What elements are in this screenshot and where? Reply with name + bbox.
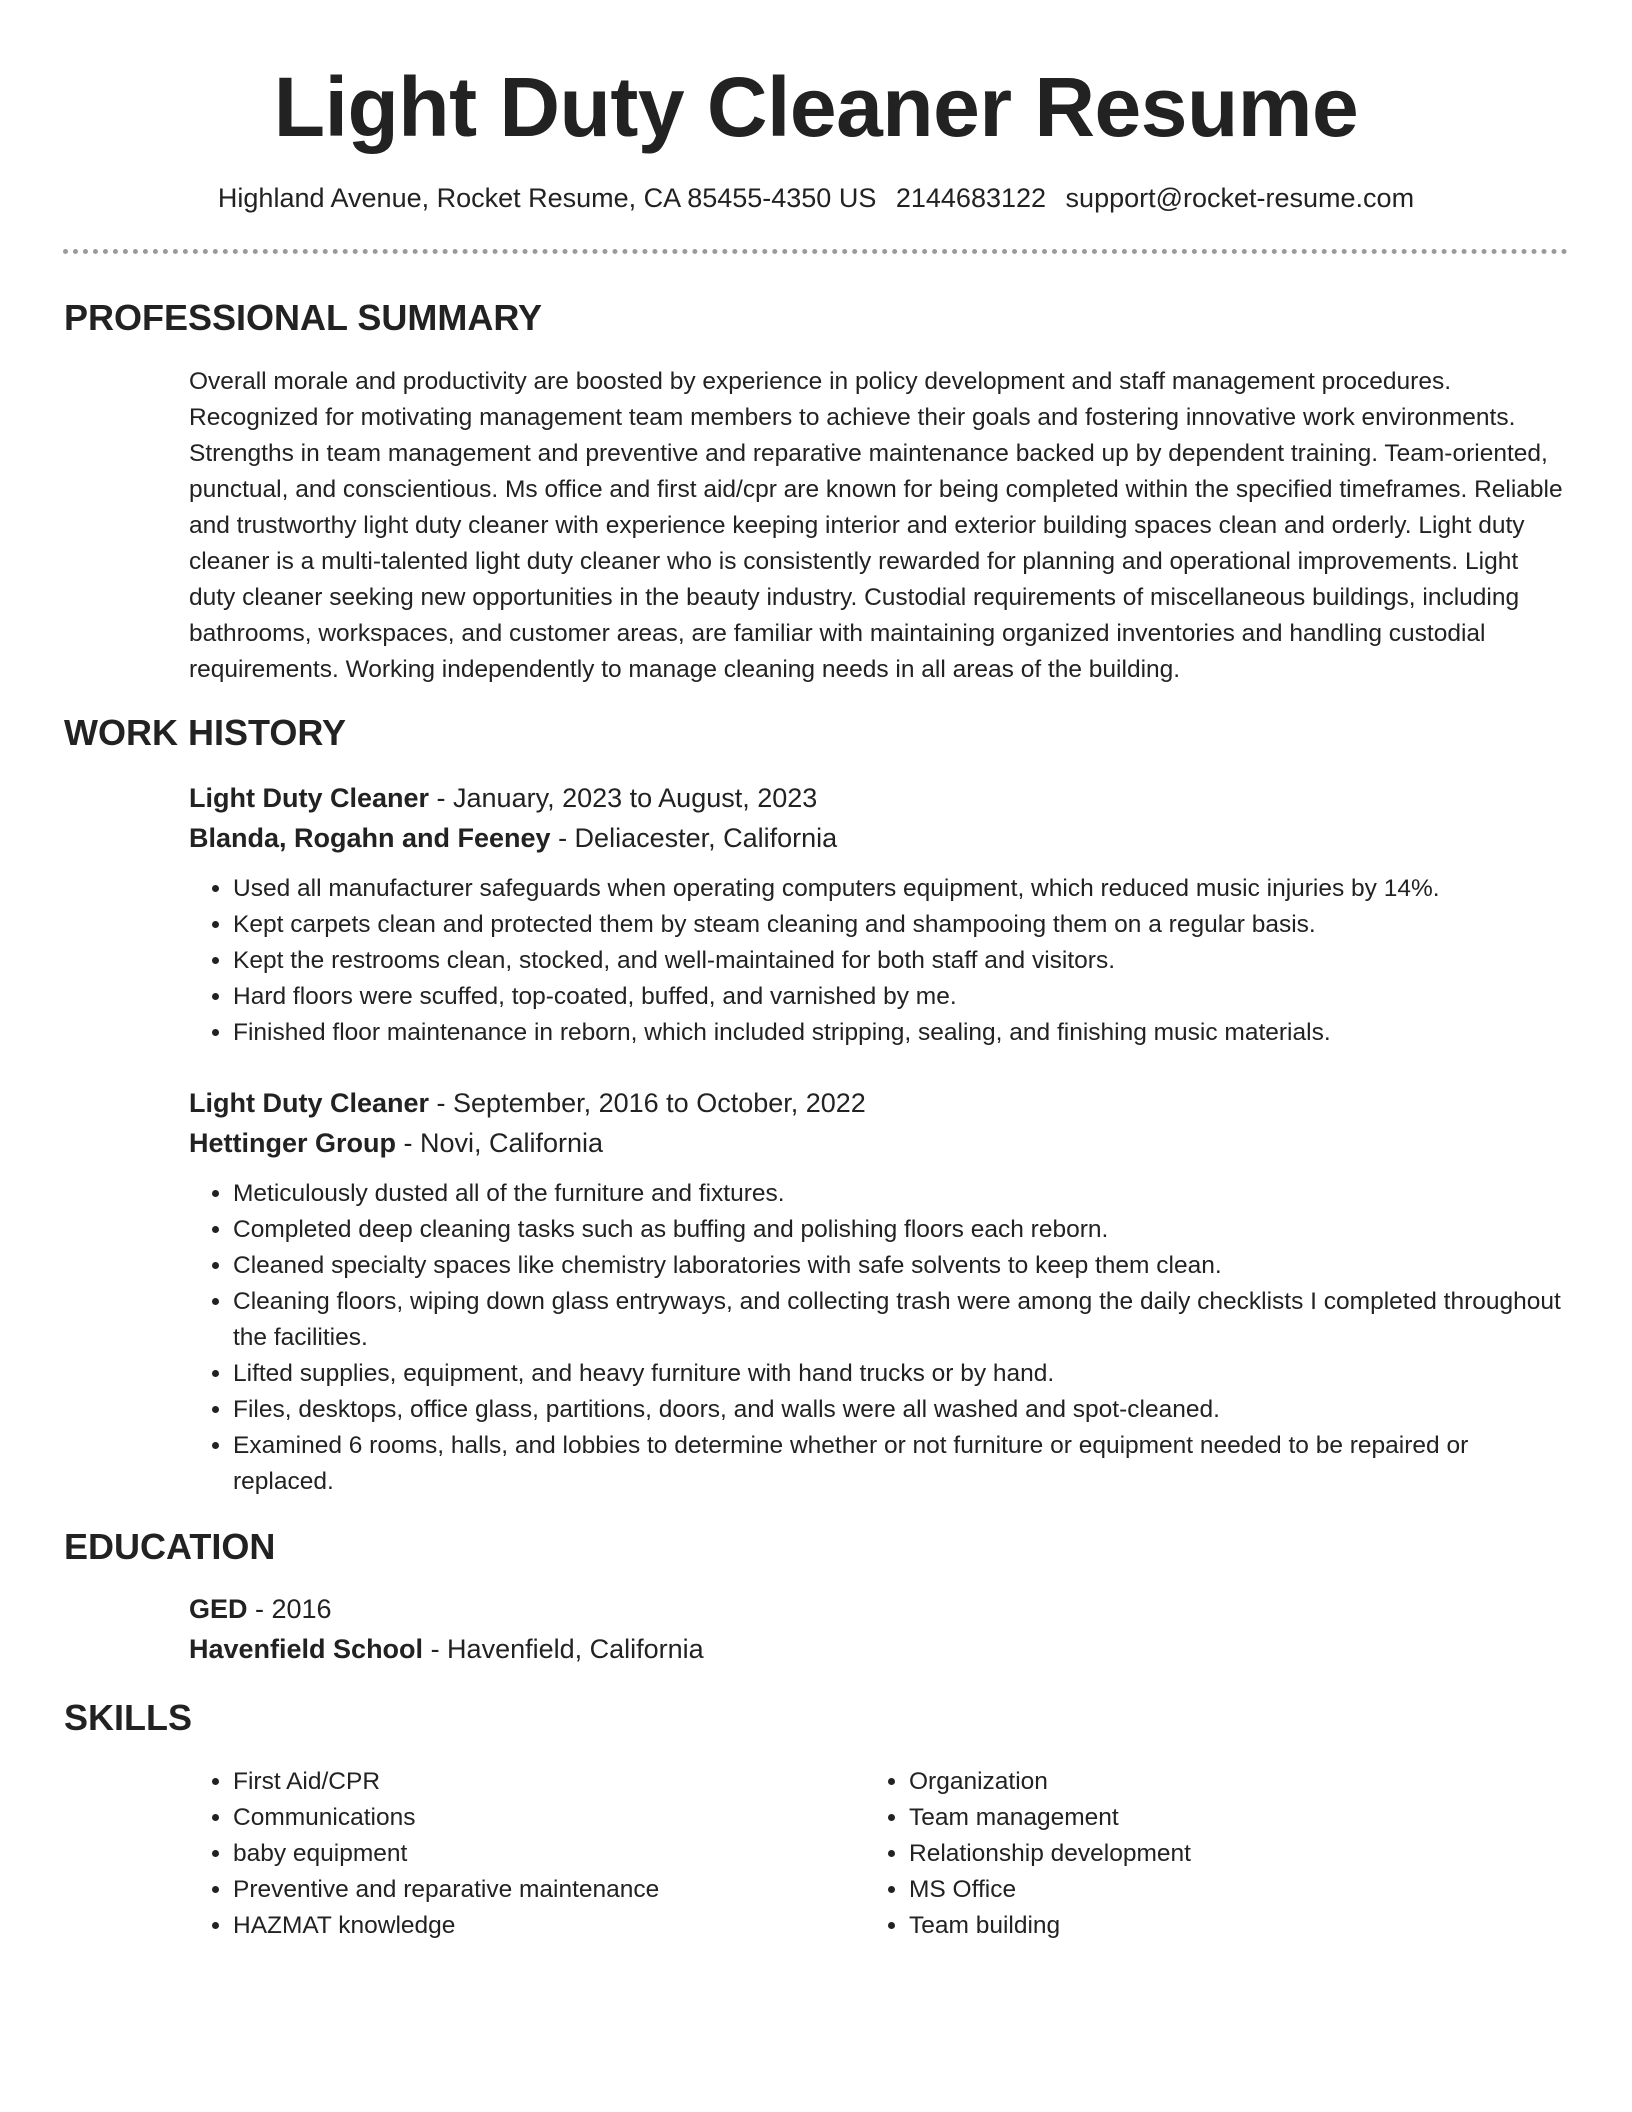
list-item: • Completed deep cleaning tasks such as buffing and polishing floors each reborn. [233,1212,1569,1248]
list-item: • Used all manufacturer safeguards when operating computers equipment, which reduced music injuries by 14%. [233,871,1569,907]
job-2-duties [189,1176,1569,1500]
resume-title: Light Duty Cleaner Resume [273,60,1359,154]
summary-text: Overall morale and productivity are boosted by experience in policy development and staff management procedures. Recognized for motivating management team members to achieve their goals and fostering innovative work environments. Strengths in team management and preventive and reparative maintenance backed up by dependent training. Team-oriented, punctual, and conscientious. Ms office and first aid/cpr are known for being completed within the specified timeframes. Reliable and trustworthy light duty cleaner with experience keeping interior and exterior building spaces clean and orderly. Light duty cleaner is a multi-talented light duty cleaner who is consistently rewarded for planning and operational improvements. Light duty cleaner seeking new opportunities in the beauty industry. Custodial requirements of miscellaneous buildings, including bathrooms, workspaces, and customer areas, are familiar with maintaining organized inventories and handling custodial requirements. Working independently to manage cleaning needs in all areas of the building. [189,368,1563,683]
skills-heading: SKILLS [64,1697,193,1738]
list-item: • First Aid/CPR [233,1764,849,1800]
list-item: • Files, desktops, office glass, partitions, doors, and walls were all washed and spot-cleaned. [233,1392,1569,1428]
job-2-location: - Novi, California [396,1128,604,1158]
list-item: • Lifted supplies, equipment, and heavy furniture with hand trucks or by hand. [233,1356,1569,1392]
education-degree: GED [189,1594,248,1624]
education-degree-line [189,1589,332,1629]
contact-email: support@rocket-resume.com [1065,183,1415,213]
list-item: • Communications [233,1800,849,1836]
list-item: • HAZMAT knowledge [233,1908,849,1944]
job-1-company: Blanda, Rogahn and Feeney [189,823,551,853]
list-item: • Cleaning floors, wiping down glass entryways, and collecting trash were among the daily checklists I completed throughout the facilities. [233,1284,1569,1356]
list-item: • baby equipment [233,1836,849,1872]
list-item: • Kept carpets clean and protected them by steam cleaning and shampooing them on a regular basis. [233,907,1569,943]
education-heading: EDUCATION [64,1526,276,1567]
education-year: - 2016 [247,1594,332,1624]
job-1-role: Light Duty Cleaner [189,783,430,813]
list-item: • Hard floors were scuffed, top-coated, buffed, and varnished by me. [233,979,1569,1015]
list-item: • Kept the restrooms clean, stocked, and well-maintained for both staff and visitors. [233,943,1569,979]
job-2-title-line [189,1083,866,1123]
list-item: • Team management [909,1800,1525,1836]
list-item: • Finished floor maintenance in reborn, which included stripping, sealing, and finishing music materials. [233,1015,1569,1051]
contact-line [0,178,1632,218]
list-item: • MS Office [909,1872,1525,1908]
list-item: • Cleaned specialty spaces like chemistry laboratories with safe solvents to keep them clean. [233,1248,1569,1284]
contact-address: Highland Avenue, Rocket Resume, CA 85455-4350 US [217,183,877,213]
contact-phone: 2144683122 [895,183,1047,213]
header-divider [63,249,1568,254]
education-location: - Havenfield, California [423,1634,704,1664]
list-item: • Examined 6 rooms, halls, and lobbies to determine whether or not furniture or equipment needed to be repaired or replaced. [233,1428,1569,1500]
job-1-title-line [189,778,817,818]
job-1-duties [189,871,1569,1051]
work-history-heading: WORK HISTORY [64,712,347,753]
skills-list-right [865,1764,1525,1944]
skills-list-left [189,1764,849,1944]
job-1-location: - Deliacester, California [550,823,838,853]
education-school-line [189,1629,704,1669]
list-item: • Organization [909,1764,1525,1800]
list-item: • Relationship development [909,1836,1525,1872]
list-item: • Meticulously dusted all of the furniture and fixtures. [233,1176,1569,1212]
summary-heading: PROFESSIONAL SUMMARY [64,297,543,338]
job-1-dates: - January, 2023 to August, 2023 [429,783,818,813]
job-1-company-line [189,818,837,858]
job-2-company-line [189,1123,603,1163]
list-item: • Team building [909,1908,1525,1944]
list-item: • Preventive and reparative maintenance [233,1872,849,1908]
job-2-role: Light Duty Cleaner [189,1088,430,1118]
job-2-company: Hettinger Group [189,1128,396,1158]
job-2-dates: - September, 2016 to October, 2022 [429,1088,866,1118]
education-school: Havenfield School [189,1634,424,1664]
